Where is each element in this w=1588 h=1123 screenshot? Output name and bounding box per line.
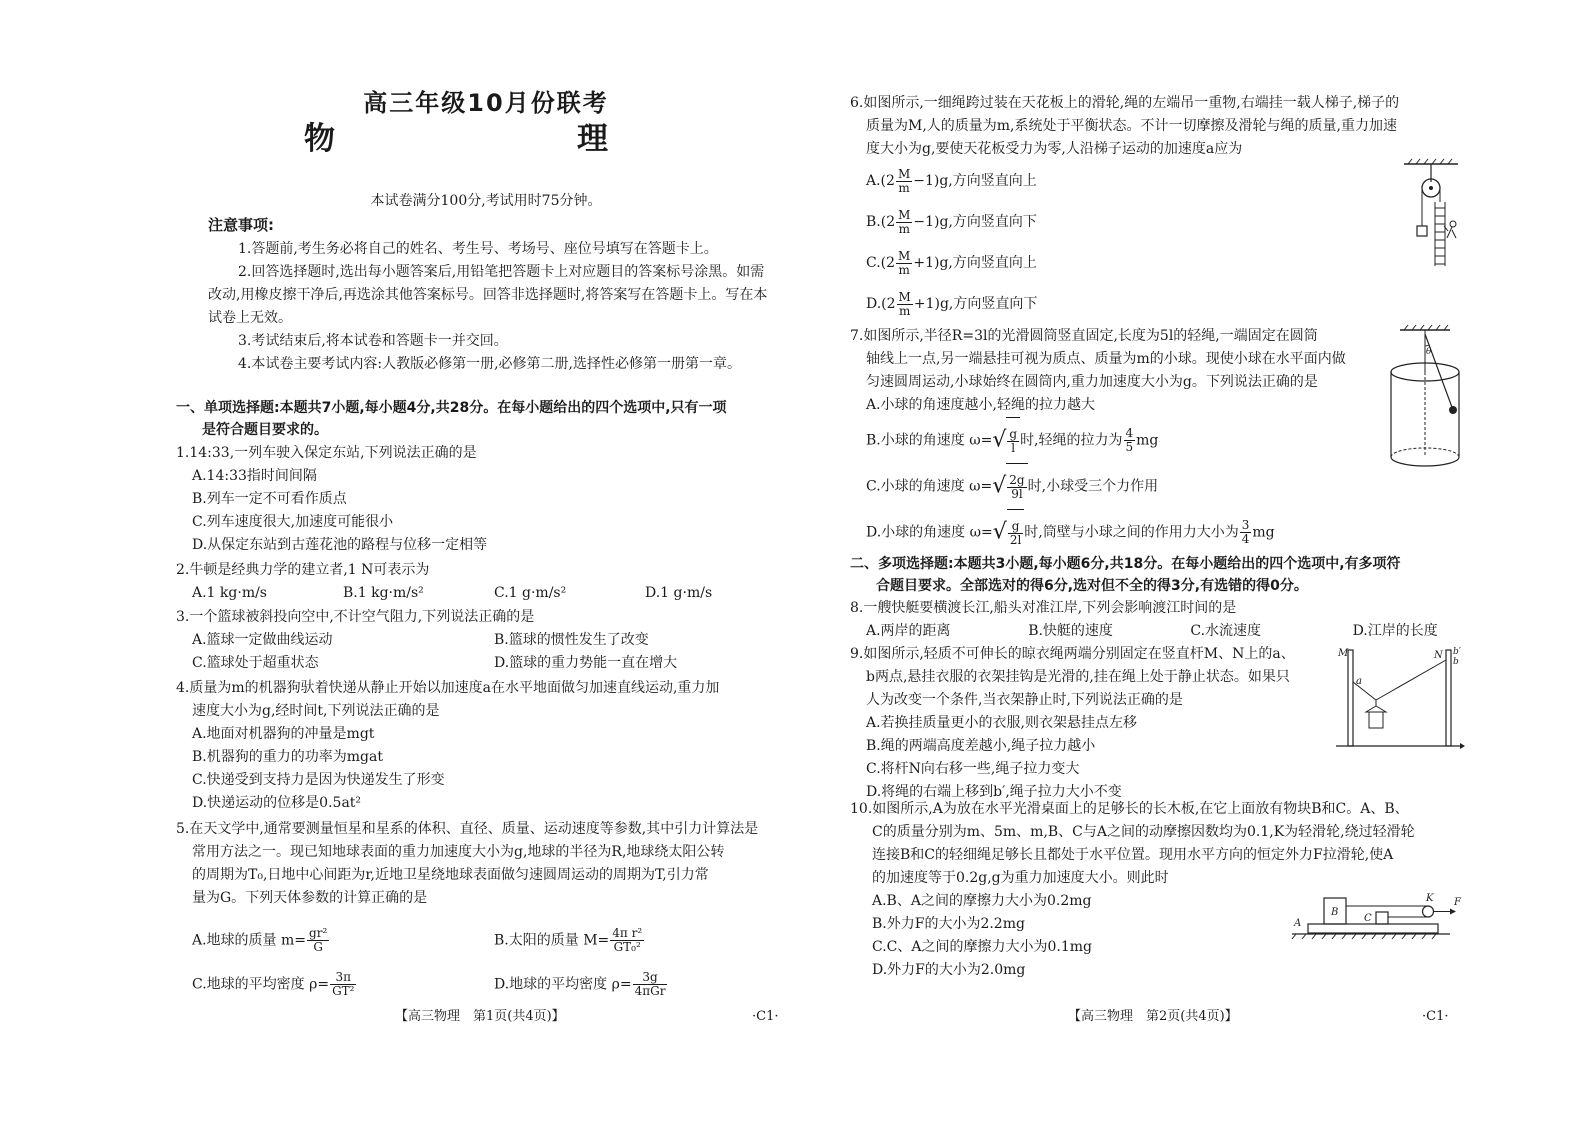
option-c [850, 463, 1410, 509]
option-a: A.小球的角速度越小,轻绳的拉力越大 [866, 397, 1096, 413]
option-c: C.列车速度很大,加速度可能很小 [192, 514, 394, 530]
page-code: ·C1· [1422, 1009, 1449, 1024]
option-text: mg [1252, 524, 1275, 541]
option-d [850, 284, 1460, 325]
option-b: B.机器狗的重力的功率为mgat [192, 749, 383, 765]
question-stem: 6.如图所示,一细绳跨过装在天花板上的滑轮,绳的左端吊一重物,右端挂一载人梯子,梯子的 [850, 95, 1400, 111]
option-a [192, 927, 494, 954]
question-stem: 9.如图所示,轻质不可伸长的晾衣绳两端分别固定在竖直杆M、N上的a、 [850, 646, 1295, 662]
option-c: C.1 g·m/s² [494, 585, 567, 601]
page-code: ·C1· [752, 1009, 779, 1024]
option-text: D.小球的角速度 ω= [866, 524, 993, 541]
option-a: A.篮球一定做曲线运动 [192, 632, 333, 648]
cylinder-ball-figure [1384, 322, 1468, 472]
option-text: +1)g,方向竖直向下 [913, 296, 1038, 312]
question-stem: 8.一艘快艇要横渡长江,船头对准江岸,下列会影响渡江时间的是 [850, 600, 1237, 616]
fraction [610, 927, 644, 954]
question-stem: 3.一个篮球被斜投向空中,不计空气阻力,下列说法正确的是 [176, 609, 535, 625]
notice-item: 2.回答选择题时,选出每小题答案后,用铅笔把答题卡上对应题目的答案标号涂黑。如需改动,用橡皮擦干净后,再选涂其他答案标号。回答非选择题时,将答案写在答题卡上。写在本试卷上无效。 [208, 264, 768, 326]
option-a: A.若换挂质量更小的衣服,则衣架悬挂点左移 [866, 715, 1138, 731]
option-text: −1)g,方向竖直向上 [913, 173, 1037, 189]
option-c-text: C.地球的平均密度 ρ= [192, 976, 330, 992]
option-d: D.外力F的大小为2.0mg [872, 962, 1026, 978]
question-1 [176, 442, 796, 557]
option-b [850, 202, 1460, 243]
label-M: M [1338, 648, 1349, 659]
denominator: l [1011, 440, 1016, 455]
option-text: C.小球的角速度 ω= [866, 478, 993, 495]
page-footer: 【高三物理 第2页(共4页)】 [1068, 1009, 1238, 1024]
numerator: 4 [1125, 426, 1134, 440]
label-N: N [1434, 650, 1443, 661]
option-c [850, 243, 1460, 284]
question-7 [850, 325, 1410, 555]
question-2 [176, 559, 796, 605]
option-a: A.地面对机器狗的冲量是mgt [192, 726, 375, 742]
option-d [850, 509, 1410, 555]
question-stem: 匀速圆周运动,小球始终在圆筒内,重力加速度大小为g。下列说法正确的是 [866, 374, 1318, 390]
option-b [850, 417, 1410, 463]
numerator: gr² [309, 925, 328, 940]
theta-label: θ [1426, 347, 1432, 357]
denominator: GT₀² [613, 939, 641, 954]
fraction [1007, 428, 1019, 455]
question-stem: 1.14:33,一列车驶入保定东站,下列说法正确的是 [176, 445, 477, 461]
label-b-prime: b′ [1453, 647, 1461, 657]
numerator: M [898, 289, 911, 304]
denominator: m [898, 262, 910, 277]
option-text: −1)g,方向竖直向下 [913, 214, 1037, 230]
option-b: B.绳的两端高度差越小,绳子拉力越小 [866, 738, 1096, 754]
numerator: M [898, 248, 911, 263]
option-b: B.外力F的大小为2.2mg [872, 916, 1025, 932]
option-d: D.1 g·m/s [645, 585, 713, 601]
denominator: 4πGr [634, 983, 666, 998]
option-b: B.篮球的惯性发生了改变 [494, 632, 649, 648]
option-a: A.两岸的距离 [866, 623, 951, 639]
fraction [1007, 474, 1026, 501]
notice-item: 1.答题前,考生务必将自己的姓名、考生号、考场号、座位号填写在答题卡上。 [238, 241, 718, 257]
option-d: D.篮球的重力势能一直在增大 [494, 655, 678, 671]
question-stem: 的加速度等于0.2g,g为重力加速度大小。则此时 [872, 870, 1169, 886]
sqrt: √ $\frac{2g}{9l}$ [992, 463, 1027, 510]
option-a: A.14:33指时间间隔 [192, 468, 317, 484]
question-stem: 速度大小为g,经时间t,下列说法正确的是 [192, 703, 440, 719]
denominator: 4 [1241, 532, 1250, 546]
option-c: C.C、A之间的摩擦力大小为0.1mg [872, 939, 1092, 955]
numerator: M [897, 166, 911, 181]
fraction [896, 250, 912, 277]
option-c: C.快递受到支持力是因为快递发生了形变 [192, 772, 445, 788]
numerator: 3g [633, 971, 668, 985]
option-d: D.江岸的长度 [1352, 623, 1438, 639]
option-d: D.将绳的右端上移到b′,绳子拉力大小不变 [866, 784, 1122, 800]
label-C: C [1364, 913, 1372, 924]
numerator: g [1008, 520, 1023, 534]
question-stem: 7.如图所示,半径R=3l的光滑圆筒竖直固定,长度为5l的轻绳,一端固定在圆筒 [850, 328, 1318, 344]
option-text: 时,小球受三个力作用 [1027, 478, 1159, 495]
option-c: C.将杆N向右移一些,绳子拉力变大 [866, 761, 1080, 777]
option-a [850, 161, 1460, 202]
question-stem: 度大小为g,要使天花板受力为零,人沿梯子运动的加速度a应为 [866, 141, 1243, 157]
question-stem: C的质量分别为m、5m、m,B、C与A之间的动摩擦因数均为0.1,K为轻滑轮,绕过轻滑轮 [872, 824, 1415, 840]
section-1-line: 一、单项选择题:本题共7小题,每小题4分,共28分。在每小题给出的四个选项中,只有一项 [176, 400, 727, 416]
denominator: 9l [1011, 486, 1023, 501]
denominator: G [313, 939, 323, 954]
section-2-line: 二、多项选择题:本题共3小题,每小题6分,共18分。在每小题给出的四个选项中,有多项符 [850, 556, 1401, 572]
denominator: m [898, 221, 910, 236]
denominator: m [899, 303, 911, 318]
fraction [896, 168, 912, 195]
section-1-heading [176, 397, 796, 441]
numerator: 4π r² [612, 925, 643, 940]
question-stem: 连接B和C的轻细绳足够长且都处于水平位置。现用水平方向的恒定外力F拉滑轮,使A [872, 847, 1394, 863]
sqrt: √ $\frac{g}{2l}$ [993, 509, 1025, 556]
denominator: 5 [1125, 440, 1134, 454]
numerator: M [898, 207, 911, 222]
option-b: B.快艇的速度 [1028, 623, 1113, 639]
label-a: a [1356, 676, 1362, 687]
option-text: +1)g,方向竖直向上 [913, 255, 1037, 271]
question-9 [850, 643, 1340, 804]
question-stem: b两点,悬挂衣服的衣架挂钩是光滑的,挂在绳上处于静止状态。如果只 [866, 669, 1290, 685]
fraction [896, 209, 912, 236]
option-c: C.水流速度 [1190, 623, 1262, 639]
question-stem: 2.牛顿是经典力学的建立者,1 N可表示为 [176, 562, 430, 578]
option-text: B.(2 [866, 214, 896, 230]
question-stem: 4.质量为m的机器狗驮着快递从静止开始以加速度a在水平地面做匀加速直线运动,重力加 [176, 680, 720, 696]
question-stem: 常用方法之一。现已知地球表面的重力加速度大小为g,地球的半径为R,地球绕太阳公转 [192, 844, 725, 860]
notice-item: 3.考试结束后,将本试卷和答题卡一并交回。 [238, 333, 508, 349]
section-1-line: 是符合题目要求的。 [202, 422, 328, 438]
numerator: g [1009, 426, 1018, 441]
clothesline-figure [1334, 640, 1466, 752]
question-8 [850, 597, 1462, 643]
fraction [1240, 519, 1252, 546]
section-2-heading [850, 553, 1462, 597]
fraction [1124, 427, 1136, 454]
question-stem: 质量为M,人的质量为m,系统处于平衡状态。不计一切摩擦及滑轮与绳的质量,重力加速 [866, 118, 1397, 134]
board-blocks-figure [1290, 890, 1465, 940]
numerator: 3π [330, 971, 356, 985]
option-d: D.快递运动的位移是0.5at² [192, 795, 362, 811]
question-stem: 轴线上一点,另一端悬挂可视为质点、质量为m的小球。现使小球在水平面内做 [866, 351, 1346, 367]
option-text: A.(2 [866, 173, 895, 189]
notice-list [208, 238, 768, 376]
section-2-line: 合题目要求。全部选对的得6分,选对但不全的得3分,有选错的得0分。 [876, 578, 1308, 594]
fraction [897, 291, 913, 318]
option-d: D.从保定东站到古莲花池的路程与位移一定相等 [192, 537, 488, 553]
option-text: C.(2 [866, 255, 896, 271]
option-a: A.1 kg·m/s [192, 585, 267, 601]
denominator: m [898, 180, 910, 195]
question-6 [850, 92, 1460, 325]
option-c: C.篮球处于超重状态 [192, 655, 319, 671]
option-b-text: B.太阳的质量 M= [494, 932, 610, 948]
option-d [494, 971, 796, 998]
fraction [633, 971, 668, 998]
denominator: GT² [332, 983, 355, 998]
question-5 [176, 818, 796, 1004]
option-b: B.1 kg·m/s² [343, 585, 424, 601]
question-stem: 10.如图所示,A为放在水平光滑桌面上的足够长的长木板,在它上面放有物块B和C。A、B、 [850, 801, 1409, 817]
option-text: D.(2 [866, 296, 896, 312]
denominator: 2l [1009, 532, 1022, 547]
exam-title: 高三年级10月份联考 [363, 89, 609, 117]
numerator: 3 [1241, 518, 1250, 532]
fraction [1008, 520, 1023, 547]
option-a-text: A.地球的质量 m= [192, 932, 307, 948]
label-B: B [1331, 907, 1339, 918]
page-footer: 【高三物理 第1页(共4页)】 [395, 1009, 565, 1024]
option-b [494, 927, 796, 954]
question-stem: 的周期为T₀,日地中心间距为r,近地卫星绕地球表面做匀速圆周运动的周期为T,引力常 [192, 867, 709, 883]
fraction [330, 971, 356, 998]
question-4 [176, 677, 796, 815]
option-c [192, 971, 494, 998]
label-b: b [1453, 657, 1459, 667]
exam-info: 本试卷满分100分,考试用时75分钟。 [370, 193, 602, 209]
fraction [307, 927, 329, 954]
notice-heading: 注意事项: [208, 216, 274, 234]
exam-subject: 物 理 [304, 121, 668, 157]
notice-item: 4.本试卷主要考试内容:人教版必修第一册,必修第二册,选择性必修第一册第一章。 [238, 356, 741, 372]
question-3 [176, 606, 796, 675]
option-text: 时,轻绳的拉力为 [1020, 432, 1123, 449]
question-stem: 量为G。下列天体参数的计算正确的是 [192, 890, 428, 906]
option-text: 时,筒壁与小球之间的作用力大小为 [1024, 524, 1239, 541]
sqrt: √ $\frac{g}{l}$ [992, 417, 1020, 464]
pulley-ladder-figure [1400, 158, 1470, 270]
option-a: A.B、A之间的摩擦力大小为0.2mg [872, 893, 1092, 909]
option-d-text: D.地球的平均密度 ρ= [494, 976, 632, 992]
numerator: 2g [1009, 472, 1025, 487]
option-text: mg [1136, 432, 1159, 449]
option-text: B.小球的角速度 ω= [866, 432, 993, 449]
label-A: A [1294, 918, 1302, 929]
question-stem: 5.在天文学中,通常要测量恒星和星系的体积、直径、质量、运动速度等参数,其中引力计算法是 [176, 821, 759, 837]
question-stem: 人为改变一个条件,当衣架静止时,下列说法正确的是 [866, 692, 1183, 708]
label-F: F [1454, 897, 1461, 908]
label-K: K [1426, 893, 1434, 904]
option-b: B.列车一定不可看作质点 [192, 491, 347, 507]
